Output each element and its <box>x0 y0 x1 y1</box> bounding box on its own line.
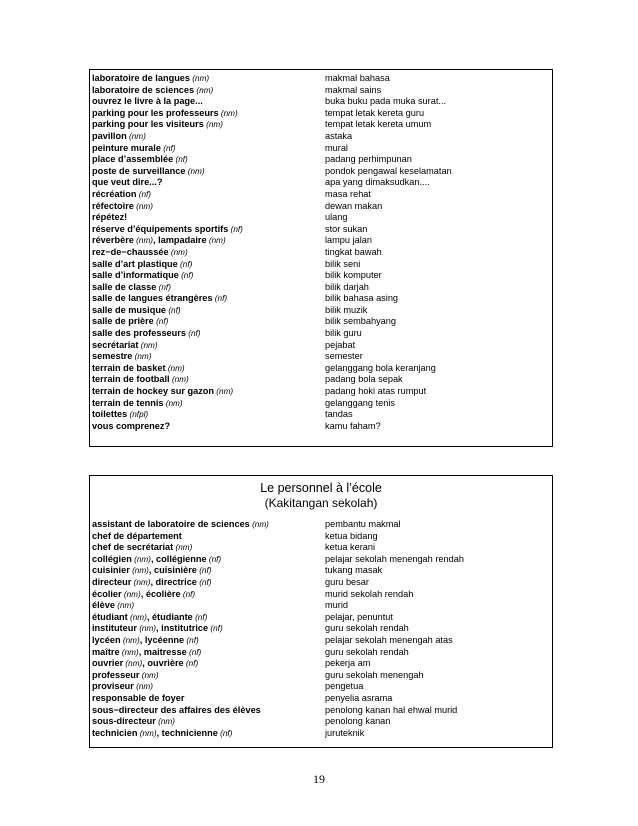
french-term <box>90 589 325 601</box>
term-text: terrain de football <box>92 374 170 385</box>
malay-translation: bilik guru <box>325 328 362 339</box>
gender-tag: (nm) <box>132 352 152 362</box>
gender-tag: (nm) <box>185 166 205 176</box>
french-term <box>90 119 325 131</box>
term-text: collégien <box>92 553 132 564</box>
vocab-row <box>90 658 552 670</box>
malay-translation: pembantu makmal <box>325 519 401 529</box>
french-term <box>90 554 325 566</box>
vocab-row <box>90 421 552 433</box>
malay-translation: murid <box>325 600 348 611</box>
term-text: parking pour les visiteurs <box>92 119 204 130</box>
french-term <box>90 201 325 213</box>
french-term <box>90 670 325 682</box>
malay-translation: dewan makan <box>325 200 383 211</box>
vocabulary-table-1 <box>89 69 553 447</box>
vocab-row <box>90 235 552 247</box>
vocab-row <box>90 282 552 294</box>
term-text: instituteur <box>92 623 137 634</box>
gender-tag: (nf) <box>185 329 201 339</box>
vocab-row <box>90 705 552 717</box>
vocab-row <box>90 154 552 166</box>
term-text: parking pour les professeurs <box>92 107 219 118</box>
french-term <box>90 108 325 120</box>
vocab-row <box>90 623 552 635</box>
term-text: directeur <box>92 576 132 587</box>
french-term <box>90 542 325 554</box>
term-text: sous-directeur <box>92 716 156 727</box>
term-text: laboratoire de sciences <box>92 84 195 95</box>
term-text: maître <box>92 646 120 657</box>
gender-tag: (nf) <box>184 635 199 645</box>
malay-translation: padang bola sepak <box>325 374 403 385</box>
term-text: , ouvrière <box>142 658 184 669</box>
malay-translation: tingkat bawah <box>325 246 382 257</box>
gender-tag: (nm) <box>123 659 143 669</box>
vocab-row <box>90 305 552 317</box>
vocab-row <box>90 247 552 259</box>
gender-tag: (nm) <box>126 131 146 141</box>
term-text: peinture murale <box>92 142 161 153</box>
term-text: salle d’informatique <box>92 270 179 281</box>
gender-tag: (nm) <box>214 387 234 397</box>
term-text: poste de surveillance <box>92 165 186 176</box>
gender-tag: (nf) <box>212 294 228 304</box>
gender-tag: (nm) <box>121 589 141 599</box>
french-term <box>90 96 325 108</box>
french-term <box>90 270 325 282</box>
term-text: récréation <box>92 188 137 199</box>
gender-tag: (nf) <box>186 647 202 657</box>
vocab-row <box>90 542 552 554</box>
malay-translation: guru sekolah rendah <box>325 646 409 657</box>
malay-translation: stor sukan <box>325 223 368 234</box>
vocab-row <box>90 96 552 108</box>
vocab-row <box>90 398 552 410</box>
french-term <box>90 259 325 271</box>
malay-translation: penolong kanan <box>325 716 391 727</box>
french-term <box>90 681 325 693</box>
malay-translation: pelajar sekolah menengah rendah <box>325 553 464 564</box>
vocab-row <box>90 374 552 386</box>
french-term <box>90 316 325 328</box>
french-term <box>90 351 325 363</box>
vocab-row <box>90 728 552 740</box>
term-text: réverbère <box>92 235 134 246</box>
term-text: secrétariat <box>92 339 139 350</box>
gender-tag: (nf) <box>183 659 199 669</box>
gender-tag: (nm) <box>206 236 226 246</box>
gender-tag: (nm) <box>165 363 185 373</box>
malay-translation: gelanggang bola keranjang <box>325 362 436 373</box>
term-text: répétez! <box>92 212 128 223</box>
malay-translation: penyelia asrama <box>325 692 393 703</box>
malay-translation: semester <box>325 351 363 362</box>
term-text: , lycéenne <box>139 634 185 645</box>
gender-tag: (nm) <box>168 247 188 257</box>
french-term <box>90 189 325 201</box>
vocab-row <box>90 635 552 647</box>
malay-translation: tukang masak <box>325 565 383 576</box>
gender-tag: (nf) <box>228 224 243 234</box>
vocab-row <box>90 670 552 682</box>
vocab-row <box>90 693 552 705</box>
gender-tag: (nm) <box>138 340 158 350</box>
vocab-row <box>90 85 552 97</box>
french-term <box>90 658 325 670</box>
gender-tag: (nm) <box>190 74 210 83</box>
term-text: sous−directeur des affaires des élèves <box>92 704 261 715</box>
french-term <box>90 131 325 143</box>
gender-tag: (nm) <box>131 554 151 564</box>
gender-tag: (nm) <box>173 543 193 553</box>
malay-translation: tempat letak kereta guru <box>325 107 425 118</box>
term-text: étudiant <box>92 611 128 622</box>
term-text: assistant de laboratoire de sciences <box>92 519 250 529</box>
malay-translation: bilik komputer <box>325 270 382 281</box>
french-term <box>90 386 325 398</box>
malay-translation: kamu faham? <box>325 420 381 431</box>
gender-tag: (nm) <box>120 635 140 645</box>
malay-translation: pelajar, penuntut <box>325 611 393 622</box>
french-term <box>90 73 325 85</box>
vocab-row <box>90 519 552 531</box>
vocab-row <box>90 363 552 375</box>
section-title: Le personnel à l’école <box>260 481 382 495</box>
term-text: élève <box>92 600 115 611</box>
term-text: , maitresse <box>138 646 187 657</box>
term-text: cuisinier <box>92 565 130 576</box>
vocab-row <box>90 143 552 155</box>
gender-tag: (nm) <box>133 682 153 692</box>
malay-translation: ulang <box>325 212 348 223</box>
section-subtitle: (Kakitangan sekolah) <box>264 496 378 510</box>
french-term <box>90 612 325 624</box>
term-text: vous comprenez? <box>92 420 171 431</box>
gender-tag: (nm) <box>119 647 139 657</box>
term-text: terrain de basket <box>92 362 166 373</box>
term-text: salle de classe <box>92 281 157 292</box>
gender-tag: (nm) <box>136 624 157 634</box>
vocab-row <box>90 212 552 224</box>
malay-translation: ketua bidang <box>325 530 378 541</box>
french-term <box>90 85 325 97</box>
malay-translation: lampu jalan <box>325 235 372 246</box>
french-term <box>90 705 325 717</box>
french-term <box>90 328 325 340</box>
malay-translation: penolong kanan hal ehwal murid <box>325 704 458 715</box>
term-text: salle de musique <box>92 304 167 315</box>
vocab-row <box>90 565 552 577</box>
malay-translation: pondok pengawal keselamatan <box>325 165 452 176</box>
gender-tag: (nm) <box>218 108 238 118</box>
term-text: , collégienne <box>150 553 207 564</box>
term-text: rez−de−chaussée <box>92 246 169 257</box>
vocab-row <box>90 270 552 282</box>
gender-tag: (nf) <box>206 554 222 564</box>
vocab-row <box>90 600 552 612</box>
vocab-row <box>90 201 552 213</box>
page-number: 19 <box>313 772 325 786</box>
term-text: , institutrice <box>156 623 209 634</box>
malay-translation: guru besar <box>325 576 369 587</box>
gender-tag: (nf) <box>153 317 169 327</box>
french-term <box>90 166 325 178</box>
gender-tag: (nm) <box>127 612 147 622</box>
vocab-row <box>90 131 552 143</box>
vocab-row <box>90 177 552 189</box>
term-text: semestre <box>92 351 133 362</box>
malay-translation: bilik bahasa asing <box>325 293 399 304</box>
malay-translation: gelanggang tenis <box>325 397 395 408</box>
malay-translation: bilik sembahyang <box>325 316 396 327</box>
vocab-row <box>90 531 552 543</box>
gender-tag: (nf) <box>173 155 188 165</box>
vocab-row <box>90 386 552 398</box>
malay-translation: tempat letak kereta umum <box>325 119 432 130</box>
french-term <box>90 305 325 317</box>
malay-translation: buka buku pada muka surat... <box>325 96 447 107</box>
french-term <box>90 363 325 375</box>
term-text: lycéen <box>92 634 121 645</box>
french-term <box>90 235 325 247</box>
term-text: ouvrez le livre à la page... <box>92 96 203 107</box>
french-term <box>90 143 325 155</box>
gender-tag: (nm) <box>137 728 157 738</box>
vocab-row <box>90 328 552 340</box>
term-text: terrain de tennis <box>92 397 164 408</box>
malay-translation: bilik muzik <box>325 304 368 315</box>
malay-translation: pejabat <box>325 339 356 350</box>
term-text: réserve d’équipements sportifs <box>92 223 229 234</box>
term-text: technicien <box>92 727 138 738</box>
french-term <box>90 635 325 647</box>
french-term <box>90 716 325 728</box>
vocab-row <box>90 224 552 236</box>
term-text: pavillon <box>92 130 127 141</box>
gender-tag: (nm) <box>163 398 183 408</box>
malay-translation: guru sekolah rendah <box>325 623 409 634</box>
vocab-row <box>90 166 552 178</box>
term-text: ouvrier <box>92 658 124 669</box>
malay-translation: padang perhimpunan <box>325 154 412 165</box>
gender-tag: (nf) <box>177 259 193 269</box>
term-text: , écolière <box>140 588 181 599</box>
malay-translation: bilik seni <box>325 258 361 269</box>
french-term <box>90 398 325 410</box>
vocab-row <box>90 73 552 85</box>
malay-translation: pengetua <box>325 681 364 692</box>
gender-tag: (nm) <box>133 236 153 246</box>
term-text: place d’assemblée <box>92 154 174 165</box>
malay-translation: pelajar sekolah menengah atas <box>325 634 453 645</box>
gender-tag: (nf) <box>192 612 208 622</box>
french-term <box>90 224 325 236</box>
vocab-row <box>90 259 552 271</box>
malay-translation: mural <box>325 142 348 153</box>
gender-tag: (nm) <box>194 85 214 95</box>
french-term <box>90 293 325 305</box>
term-text: , lampadaire <box>153 235 207 246</box>
vocab-row <box>90 108 552 120</box>
gender-tag: (nf) <box>160 143 176 153</box>
gender-tag: (nf) <box>136 189 151 199</box>
vocab-row <box>90 293 552 305</box>
french-term <box>90 212 325 224</box>
malay-translation: pekerja am <box>325 658 371 669</box>
term-text: écolier <box>92 588 122 599</box>
french-term <box>90 577 325 589</box>
malay-translation: makmal bahasa <box>325 73 390 83</box>
term-text: chef de secrétariat <box>92 542 174 553</box>
french-term <box>90 421 325 433</box>
french-term <box>90 409 325 421</box>
malay-translation: bilik darjah <box>325 281 369 292</box>
term-text: salle de prière <box>92 316 154 327</box>
term-text: , étudiante <box>146 611 193 622</box>
gender-tag: (nm) <box>169 375 189 385</box>
french-term <box>90 154 325 166</box>
gender-tag: (nm) <box>203 120 223 130</box>
vocab-row <box>90 647 552 659</box>
french-term <box>90 282 325 294</box>
vocab-row <box>90 119 552 131</box>
vocab-row <box>90 681 552 693</box>
malay-translation: apa yang dimaksudkan.... <box>325 177 430 188</box>
term-text: réfectoire <box>92 200 134 211</box>
vocab-row <box>90 589 552 601</box>
french-term <box>90 374 325 386</box>
term-text: professeur <box>92 669 140 680</box>
gender-tag: (nm) <box>131 577 151 587</box>
gender-tag: (nf) <box>156 282 171 292</box>
malay-translation: padang hoki atas rumput <box>325 386 427 397</box>
gender-tag: (nm) <box>249 520 269 529</box>
term-text: , technicienne <box>156 727 218 738</box>
malay-translation: juruteknik <box>325 727 365 738</box>
french-term <box>90 565 325 577</box>
vocab-row <box>90 409 552 421</box>
gender-tag: (nf) <box>217 728 233 738</box>
vocab-row <box>90 189 552 201</box>
term-text: salle d’art plastique <box>92 258 178 269</box>
french-term <box>90 647 325 659</box>
gender-tag: (nm) <box>115 601 135 611</box>
french-term <box>90 531 325 543</box>
gender-tag: (nm) <box>133 201 153 211</box>
french-term <box>90 519 325 531</box>
term-text: , directrice <box>150 576 197 587</box>
term-text: toilettes <box>92 409 128 420</box>
vocab-row <box>90 716 552 728</box>
french-term <box>90 340 325 352</box>
gender-tag: (nf) <box>208 624 223 634</box>
french-term <box>90 693 325 705</box>
gender-tag: (nf) <box>178 271 194 281</box>
term-text: terrain de hockey sur gazon <box>92 386 215 397</box>
vocab-row <box>90 577 552 589</box>
french-term <box>90 600 325 612</box>
gender-tag: (nf) <box>166 305 181 315</box>
term-text: responsable de foyer <box>92 692 185 703</box>
gender-tag: (nf) <box>196 577 212 587</box>
term-text: laboratoire de langues <box>92 73 191 83</box>
vocab-row <box>90 554 552 566</box>
malay-translation: astaka <box>325 130 353 141</box>
french-term <box>90 247 325 259</box>
malay-translation: masa rehat <box>325 188 371 199</box>
malay-translation: ketua kerani <box>325 542 376 553</box>
vocabulary-table-2 <box>89 475 553 748</box>
french-term <box>90 177 325 189</box>
gender-tag: (nm) <box>155 717 175 727</box>
staff-list <box>90 519 552 739</box>
malay-translation: makmal sains <box>325 84 382 95</box>
malay-translation: tandas <box>325 409 353 420</box>
vocab-row <box>90 612 552 624</box>
french-term <box>90 623 325 635</box>
vocab-row <box>90 351 552 363</box>
gender-tag: (nm) <box>129 566 149 576</box>
term-text: que veut dire...? <box>92 177 163 188</box>
vocab-row <box>90 340 552 352</box>
gender-tag: (nfpl) <box>127 410 149 420</box>
term-text: chef de département <box>92 530 182 541</box>
term-text: proviseur <box>92 681 134 692</box>
gender-tag: (nf) <box>196 566 212 576</box>
vocab-row <box>90 316 552 328</box>
gender-tag: (nm) <box>139 670 159 680</box>
term-text: , cuisinière <box>148 565 197 576</box>
french-term <box>90 728 325 740</box>
term-text: salle de langues étrangères <box>92 293 213 304</box>
term-text: salle des professeurs <box>92 328 186 339</box>
malay-translation: guru sekolah menengah <box>325 669 424 680</box>
gender-tag: (nf) <box>180 589 196 599</box>
malay-translation: murid sekolah rendah <box>325 588 414 599</box>
